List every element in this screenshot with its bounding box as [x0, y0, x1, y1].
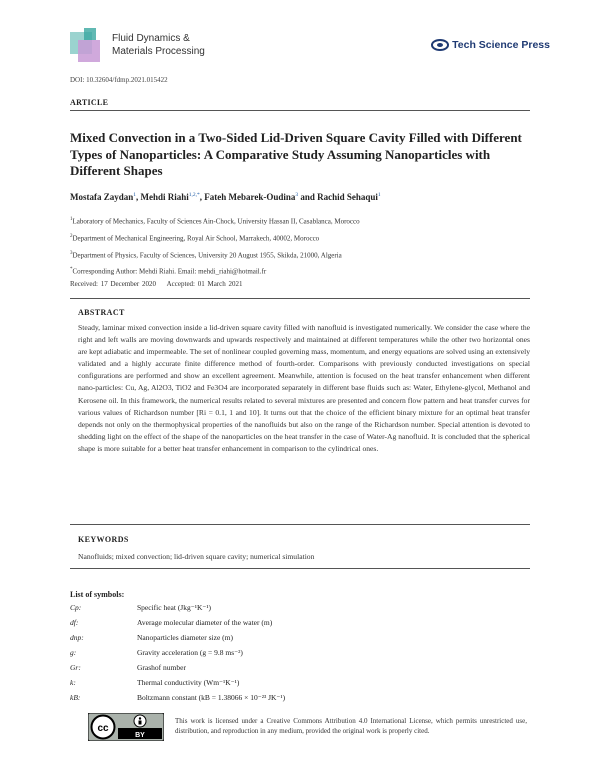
divider [70, 524, 530, 525]
keywords-heading: KEYWORDS [78, 535, 129, 544]
author-affiliation-mark[interactable]: 1 [377, 192, 381, 198]
author-separator: , [199, 192, 205, 202]
abstract-text: Steady, laminar mixed convection inside a lid-driven square cavity filled with nanofluid is investigated numerically. We consider the case where the right and left walls are moving downwards and upwards respectively and maintained at different temperatures while the other two horizontal ones are kept adiabatic and impermeable. The set of nonlinear coupled governing mass, momentum, and energy equations are solved using an extensively validated and a highly accurate finite difference method of fourth-order. Comparisons with previously conducted investigations on special configurations are performed and show an excellent agreement. Meanwhile, attention is focused on the heat transfer enhancement when different nano-particles: Cu, Ag, Al2O3, TiO2 and Fe3O4 are incorporated separately in different base fluids such as: Water, Ethylene-glycol, Methanol and Kerosene oil. In this framework, the numerical results related to several mixtures are presented and concern flow pattern and heat transfer curves for various values of Richardson number [Ri = 0.1, 1 and 10]. It turns out that the choice of the efficient binary mixture for an optimal heat transfer depends not only on the thermophysical properties of the nanofluids but also on the range of the Richardson number. Special attention is devoted to shedding light on the effect of the shape of the nanoparticles on the heat transfer in the case of Water-Ag nanofluid. It is concluded that the spherical shape is more suitable for a better heat transfer enhancement in comparison to the cylindrical ones. [78, 323, 530, 453]
symbol-description: Average molecular diameter of the water (m) [137, 618, 273, 627]
affiliation-text[interactable]: Corresponding Author: Mehdi Riahi. Email: mehdi_riahi@hotmail.fr [72, 267, 267, 276]
author-name: Rachid Sehaqui [317, 192, 378, 202]
symbol-description: Thermal conductivity (Wm⁻¹K⁻¹) [137, 678, 240, 687]
author [204, 192, 317, 202]
author-name: Fateh Mebarek-Oudina [204, 192, 296, 202]
author-name: Mehdi Riahi [140, 192, 189, 202]
journal-logo-icon [70, 28, 106, 64]
symbol-description: Nanoparticles diameter size (m) [137, 633, 233, 642]
affiliation-mark: 1 [70, 217, 73, 222]
tsp-swirl-icon [431, 38, 449, 52]
author-separator: , [136, 192, 141, 202]
symbol-description: Grashof number [137, 663, 186, 672]
keywords-text: Nanofluids; mixed convection; lid-driven square cavity; numerical simulation [78, 552, 315, 561]
publisher-name: Tech Science Press [452, 39, 550, 51]
by-label: BY [135, 732, 145, 739]
author-affiliation-mark[interactable]: 1 [133, 192, 137, 198]
symbol-description: Specific heat (Jkg⁻¹K⁻¹) [137, 603, 212, 612]
received-date: Received: 17 December 2020 [70, 280, 156, 288]
dates [70, 280, 243, 288]
symbol-description: Gravity acceleration (g = 9.8 ms⁻²) [137, 648, 243, 657]
affiliation [70, 232, 540, 243]
symbol-term: kB: [70, 693, 81, 702]
cc-by-license-icon[interactable] [88, 713, 164, 741]
journal-name [112, 32, 205, 58]
symbol-term: df: [70, 618, 79, 627]
affiliation-text: Department of Mechanical Engineering, Royal Air School, Marrakech, 40002, Morocco [72, 234, 320, 243]
paper-title: Mixed Convection in a Two-Sided Lid-Driven Square Cavity Filled with Different Types of Nanoparticles: A Comparative Study Assuming Nanoparticles with Different Shapes [70, 130, 522, 178]
divider [70, 298, 530, 299]
doi[interactable]: DOI: 10.32604/fdmp.2021.015422 [70, 76, 168, 84]
license-text: This work is licensed under a Creative Commons Attribution 4.0 International License, which permits unrestricted use, distribution, and reproduction in any medium, provided the original work is properly cited. [175, 717, 527, 735]
author-affiliation-mark[interactable]: 1,2,* [188, 192, 200, 198]
symbol-term: dnp: [70, 633, 84, 642]
affiliation-text: Laboratory of Mechanics, Faculty of Sciences Ain-Chock, University Hassan II, Casablanca, Morocco [72, 217, 360, 226]
article-type: ARTICLE [70, 98, 109, 107]
abstract-heading: ABSTRACT [78, 308, 125, 317]
author-affiliation-mark[interactable]: 3 [295, 192, 299, 198]
author-name: Mostafa Zaydan [70, 192, 134, 202]
affiliation-mark: 2 [70, 234, 73, 239]
symbol-term: Gr: [70, 663, 81, 672]
affiliation [70, 249, 540, 260]
author-list [70, 192, 540, 202]
publisher-logo [431, 38, 550, 52]
affiliation-text: Department of Physics, Faculty of Sciences, University 20 August 1955, Skikda, 21000, Algeria [72, 251, 342, 260]
accepted-date: Accepted: 01 March 2021 [166, 280, 243, 288]
journal-name-line2: Materials Processing [112, 46, 205, 57]
author [317, 192, 381, 202]
affiliation-mark: 3 [70, 251, 73, 256]
divider [70, 110, 530, 111]
symbol-description: Boltzmann constant (kB = 1.38066 × 10⁻²³ JK⁻¹) [137, 693, 286, 702]
cc-label: cc [97, 723, 109, 734]
corresponding-author [70, 265, 540, 276]
journal-name-line1: Fluid Dynamics & [112, 33, 190, 44]
symbols-heading: List of symbols: [70, 590, 125, 599]
author-separator: and [298, 192, 318, 202]
affiliation [70, 215, 540, 226]
divider [70, 568, 530, 569]
symbol-term: Cp: [70, 603, 82, 612]
symbol-term: g: [70, 648, 77, 657]
author [70, 192, 141, 202]
affiliation-mark: * [70, 267, 73, 272]
author [141, 192, 205, 202]
symbol-term: k: [70, 678, 76, 687]
